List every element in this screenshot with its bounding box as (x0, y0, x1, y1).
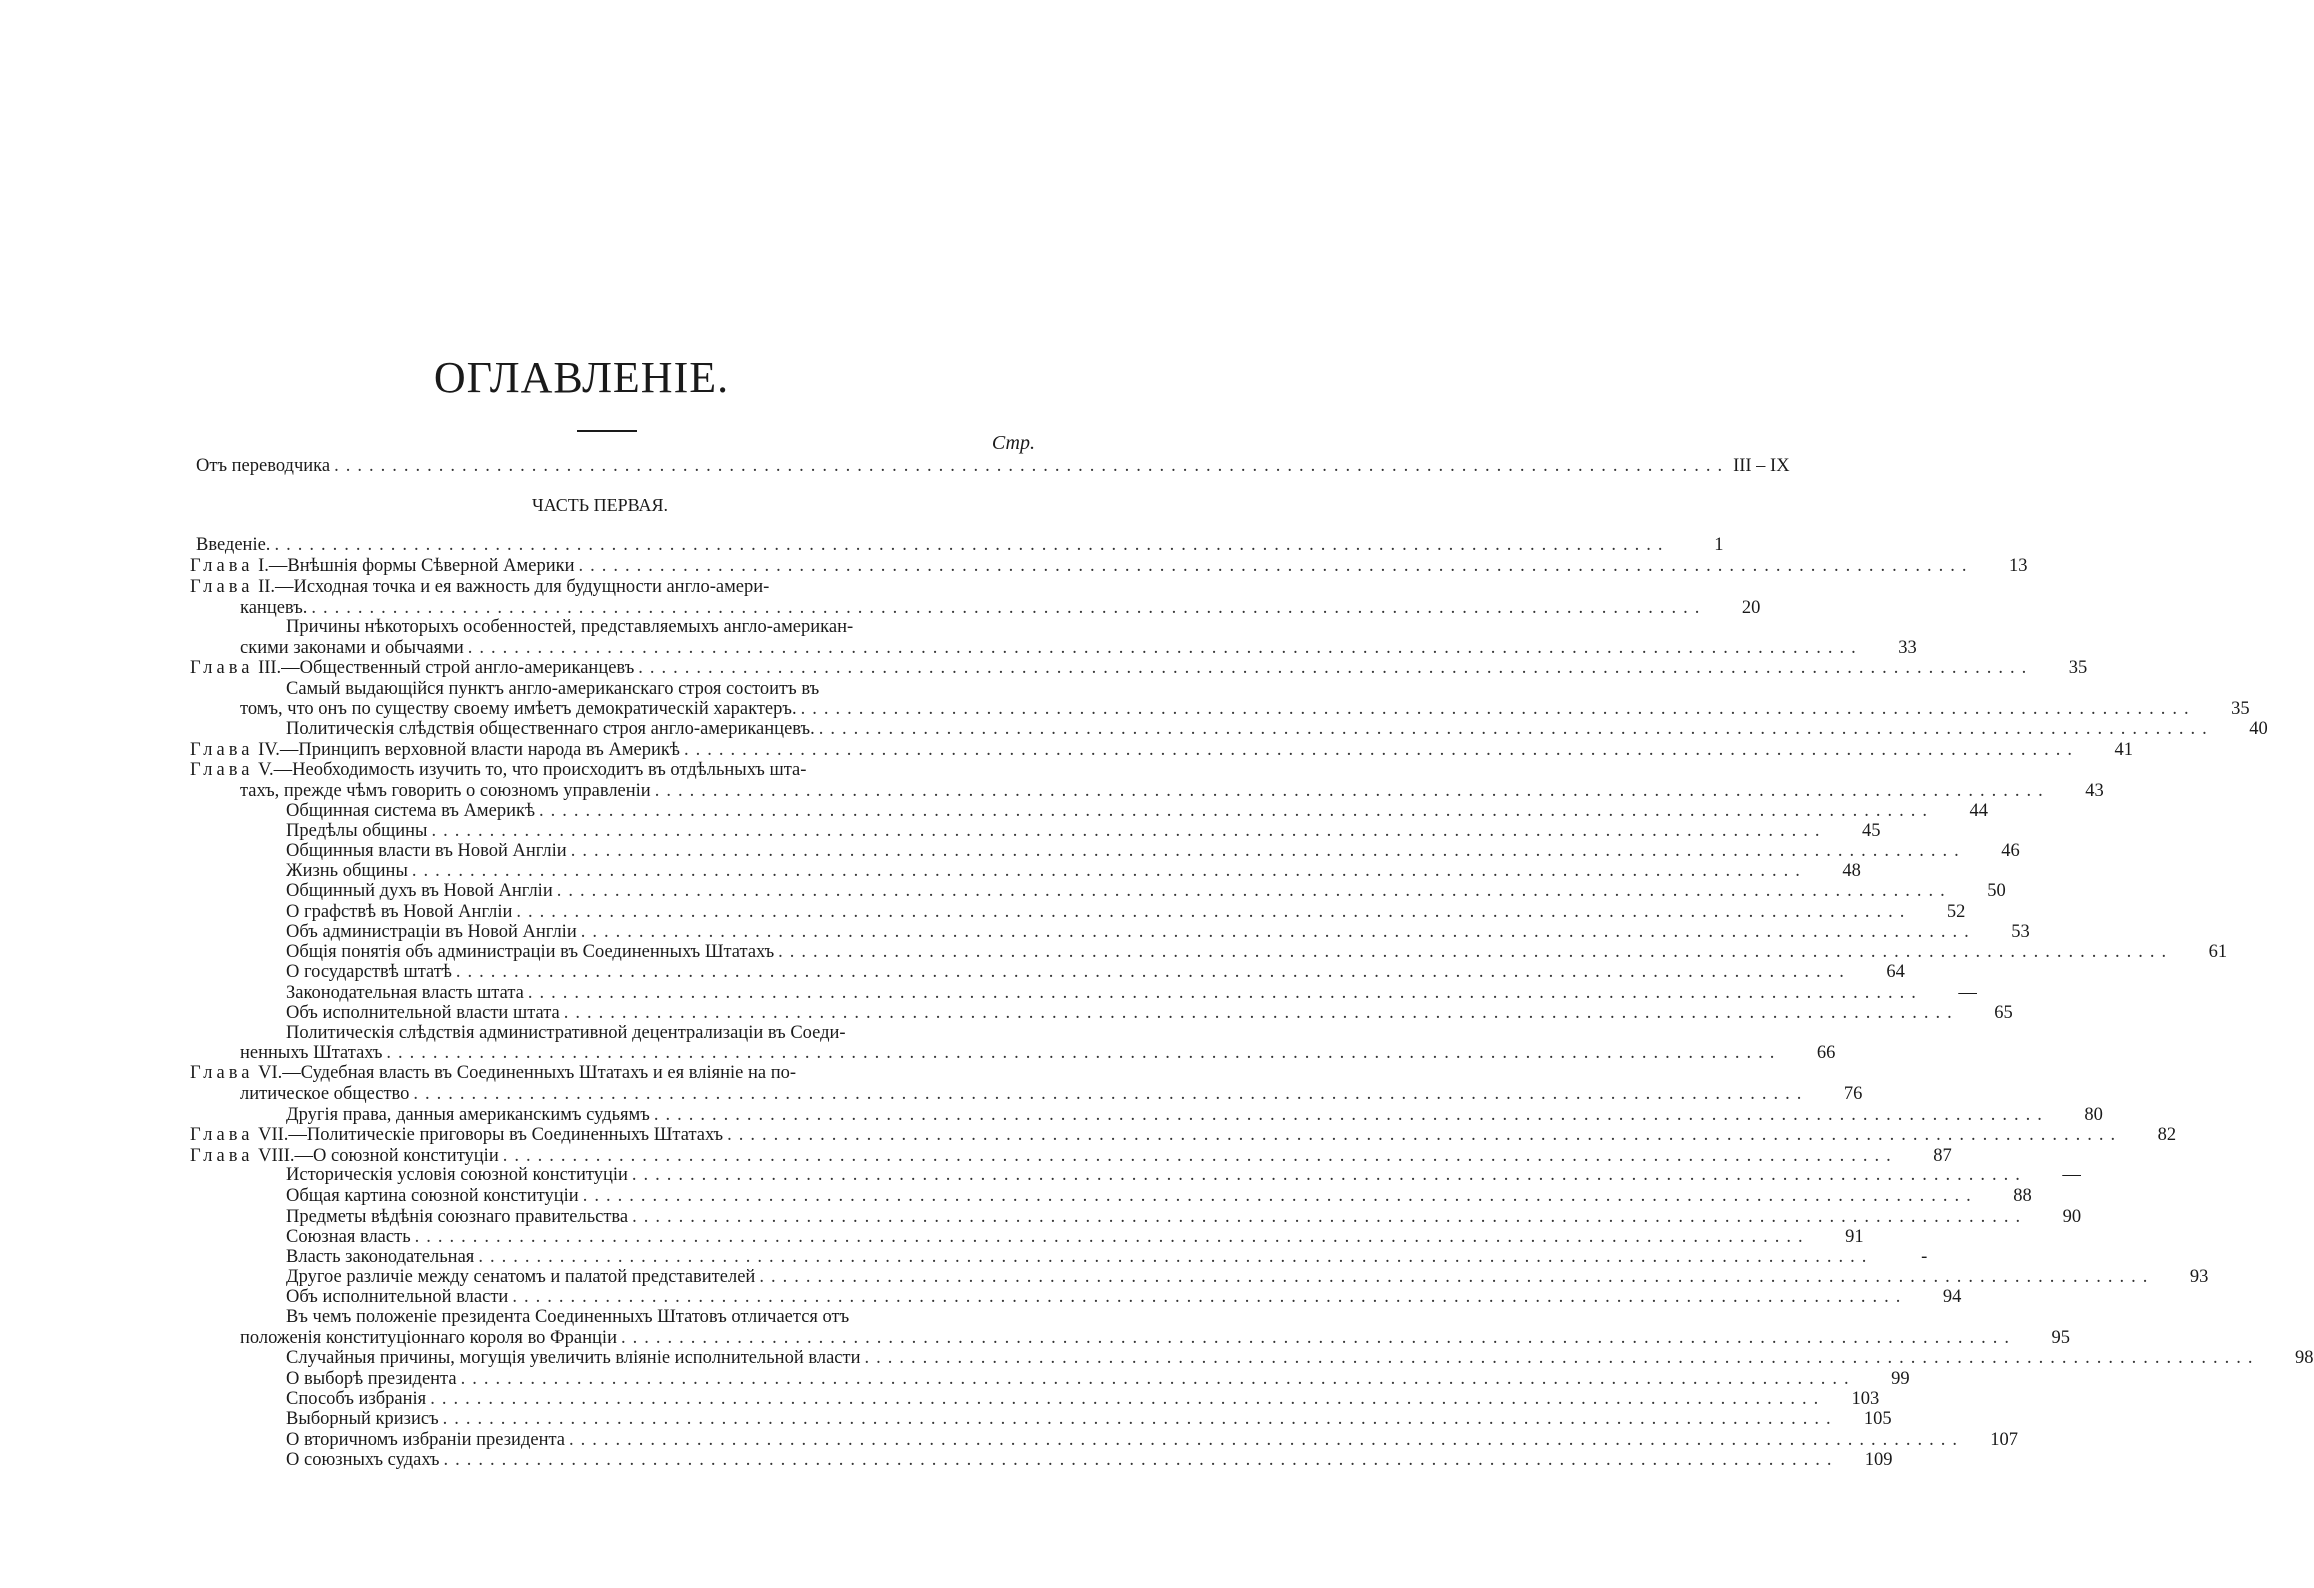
toc-entry (286, 1186, 2032, 1207)
toc-entry-page: 52 (1946, 902, 1966, 922)
toc-entry (286, 983, 1977, 1004)
toc-entry-label (286, 841, 567, 862)
toc-entry (286, 1369, 1910, 1390)
toc-entry (286, 1023, 1021, 1044)
toc-entry-page: 82 (2157, 1125, 2177, 1145)
toc-entry-text: тахъ, прежде чѣмъ говорить о союзномъ управленіи (240, 781, 651, 801)
toc-entry-page: 95 (2051, 1328, 2070, 1348)
page-title: ОГЛАВЛЕНІЕ. (433, 353, 730, 402)
toc-entry (286, 922, 2030, 943)
toc-entry-text: VII.—Политическіе приговоры въ Соединенныхъ Штатахъ (253, 1125, 724, 1145)
part-title: ЧАСТЬ ПЕРВАЯ. (531, 495, 669, 515)
dot-leader: ........................................................................................................................ (653, 1105, 2049, 1125)
toc-entry-text: Причины нѣкоторыхъ особенностей, представляемыхъ англо-американ- (286, 617, 854, 637)
toc-entry-text: Въ чемъ положеніе президента Соединенныхъ Штатовъ отличается отъ (286, 1307, 850, 1327)
toc-entry-page: 80 (2084, 1105, 2103, 1125)
toc-entry-label (240, 638, 464, 659)
toc-entry-page: 76 (1843, 1084, 1863, 1104)
toc-entry-text: канцевъ. (240, 598, 308, 618)
toc-entry-label (286, 1369, 457, 1390)
toc-entry-label (286, 1105, 650, 1126)
dot-leader: ........................................................................................................................ (431, 821, 1827, 841)
toc-entry-page: 53 (2011, 922, 2030, 942)
toc-entry (286, 1165, 2081, 1186)
toc-entry-label (240, 1084, 409, 1105)
toc-entry-label (286, 1186, 579, 1207)
toc-entry-label (286, 719, 815, 740)
toc-entry-text: ненныхъ Штатахъ (240, 1043, 383, 1063)
toc-entry-page: 66 (1816, 1043, 1836, 1063)
page-column-label: Стр. (991, 432, 1035, 454)
toc-entry-label (190, 740, 680, 761)
toc-entry-text: I.—Внѣшнія формы Сѣверной Америки (253, 556, 575, 576)
toc-entry (286, 902, 1966, 923)
toc-entry-page: 65 (1994, 1003, 2013, 1023)
toc-entry-label (196, 535, 270, 556)
dot-leader: ........................................................................................................................ (580, 922, 1976, 942)
toc-entry-text: Общинныя власти въ Новой Англіи (286, 841, 567, 861)
toc-entry-text: Общія понятія объ администраціи въ Соединенныхъ Штатахъ (286, 942, 775, 962)
toc-entry-label (286, 881, 553, 902)
dot-leader: ........................................................................................................................ (864, 1348, 2260, 1368)
toc-entry-page: 48 (1842, 861, 1861, 881)
toc-entry (190, 1125, 2177, 1146)
chapter-prefix: Глава (190, 1146, 254, 1166)
toc-entry-page: 45 (1861, 821, 1881, 841)
dot-leader: ........................................................................................................................ (620, 1328, 2016, 1348)
toc-entry-label (286, 801, 535, 822)
toc-entry-label (286, 1287, 508, 1308)
toc-entry-text: Политическія слѣдствія административной децентрализаціи въ Соеди- (286, 1023, 846, 1043)
toc-entry-label (286, 942, 774, 963)
toc-entry-page: 50 (1987, 881, 2006, 901)
toc-entry-text: Законодательная власть штата (286, 983, 524, 1003)
toc-entry-text: положенія конституціоннаго короля во Франціи (240, 1328, 617, 1348)
dot-leader: ........................................................................................................................ (512, 1287, 1908, 1307)
toc-entry (286, 1450, 1893, 1471)
toc-entry-label (190, 1063, 1021, 1084)
toc-entry-page: — (1958, 983, 1977, 1003)
toc-entry (190, 760, 1021, 781)
toc-entry-label (196, 456, 330, 477)
toc-entry (286, 841, 2020, 862)
toc-entry (286, 1348, 2314, 1369)
toc-entry-text: III.—Общественный строй англо-американцевъ (253, 658, 635, 678)
toc-entry-text: Политическія слѣдствія общественнаго строя англо-американцевъ. (286, 719, 815, 739)
chapter-prefix: Глава (190, 760, 254, 780)
toc-entry (286, 881, 2006, 902)
toc-entry (286, 1227, 1864, 1248)
dot-leader: ........................................................................................................................ (578, 556, 1974, 576)
toc-entry (240, 1043, 1836, 1064)
toc-entry-label (286, 617, 1021, 638)
toc-entry-label (240, 1043, 382, 1064)
toc-entry-text: V.—Необходимость изучить то, что происходитъ въ отдѣльныхъ шта- (253, 760, 807, 780)
toc-entry (190, 740, 2133, 761)
dot-leader: ........................................................................................................................ (274, 535, 1670, 555)
dot-leader: ........................................................................................................................ (516, 902, 1912, 922)
dot-leader: ........................................................................................................................ (638, 658, 2034, 678)
toc-entry-page: 41 (2114, 740, 2133, 760)
toc-entry-text: О государствѣ штатѣ (286, 962, 452, 982)
toc-entry-page: 46 (2001, 841, 2020, 861)
dot-leader: ........................................................................................................................ (556, 881, 1952, 901)
chapter-prefix: Глава (190, 658, 254, 678)
dot-leader: ........................................................................................................................ (778, 942, 2174, 962)
toc-entry-page: 1 (1714, 535, 1724, 555)
toc-entry-text: Другое различіе между сенатомъ и палатой представителей (286, 1267, 756, 1287)
dot-leader: ........................................................................................................................ (455, 962, 1851, 982)
dot-leader: ........................................................................................................................ (582, 1186, 1978, 1206)
toc-entry-text: Жизнь общины (286, 861, 408, 881)
dot-leader: ........................................................................................................................ (460, 1369, 1856, 1389)
toc-entry-page: 13 (2009, 556, 2028, 576)
toc-entry (196, 456, 1790, 477)
toc-entry (286, 1307, 1021, 1328)
dot-leader: ........................................................................................................................ (443, 1450, 1839, 1470)
toc-entry-page: III – IX (1733, 456, 1790, 476)
toc-entry (190, 556, 2028, 577)
toc-entry (286, 1247, 1928, 1268)
toc-entry (286, 1003, 2013, 1024)
toc-entry (286, 1389, 1880, 1410)
toc-entry-label (286, 962, 452, 983)
toc-entry (286, 1105, 2103, 1126)
toc-entry-text: VIII.—О союзной конституціи (253, 1146, 499, 1166)
toc-entry-label (286, 1450, 439, 1471)
toc-entry-label (190, 1125, 723, 1146)
dot-leader: ........................................................................................................................ (442, 1409, 1838, 1429)
toc-entry-label (286, 902, 512, 923)
toc-entry-label (286, 1165, 628, 1186)
chapter-prefix: Глава (190, 556, 254, 576)
toc-entry-text: II.—Исходная точка и ея важность для будущности англо-амери- (253, 577, 770, 597)
toc-entry (286, 679, 1021, 700)
toc-entry-text: Предѣлы общины (286, 821, 428, 841)
toc-entry-label (286, 1003, 560, 1024)
toc-entry-page: 43 (2085, 781, 2104, 801)
dot-leader: ........................................................................................................................ (800, 699, 2196, 719)
toc-entry-text: Другія права, данныя американскимъ судьямъ (286, 1105, 650, 1125)
toc-entry-page: 88 (2013, 1186, 2032, 1206)
toc-entry-label (286, 821, 427, 842)
toc-entry (190, 577, 1021, 598)
toc-entry (240, 638, 1917, 659)
toc-entry-label (286, 1409, 439, 1430)
dot-leader: ........................................................................................................................ (632, 1207, 2028, 1227)
dot-leader: ........................................................................................................................ (539, 801, 1935, 821)
toc-entry-page: 107 (1990, 1430, 2018, 1450)
toc-entry-text: IV.—Принципъ верховной власти народа въ Америкѣ (253, 740, 680, 760)
toc-entry-page: 93 (2189, 1267, 2209, 1287)
toc-entry-text: Выборный кризисъ (286, 1409, 439, 1429)
toc-entry-label (286, 1307, 1021, 1328)
dot-leader: ........................................................................................................................ (727, 1125, 2123, 1145)
toc-entry-label (190, 556, 575, 577)
toc-entry-label (286, 1389, 426, 1410)
dot-leader: ........................................................................................................................ (411, 861, 1807, 881)
toc-entry-page: 98 (2295, 1348, 2314, 1368)
toc-entry-label (286, 861, 408, 882)
toc-entry-page: 103 (1851, 1389, 1880, 1409)
toc-entry (240, 1328, 2070, 1349)
toc-entry-text: Объ исполнительной власти штата (286, 1003, 560, 1023)
dot-leader: ........................................................................................................................ (759, 1267, 2155, 1287)
toc-entry-text: Объ администраціи въ Новой Англіи (286, 922, 577, 942)
chapter-prefix: Глава (190, 740, 254, 760)
toc-entry (196, 535, 1724, 556)
toc-entry-text: Способъ избранія (286, 1389, 427, 1409)
toc-entry-text: Общая картина союзной конституціи (286, 1186, 579, 1206)
toc-entry (286, 821, 1881, 842)
toc-entry-text: VI.—Судебная власть въ Соединенныхъ Штатахъ и ея вліяніе на по- (253, 1063, 797, 1083)
dot-leader: ........................................................................................................................ (413, 1084, 1809, 1104)
toc-entry-page: 105 (1863, 1409, 1892, 1429)
toc-entry-page: 35 (2231, 699, 2250, 719)
dot-leader: ........................................................................................................................ (631, 1165, 2027, 1185)
toc-entry-label (286, 1227, 411, 1248)
toc-entry-page: 61 (2208, 942, 2228, 962)
toc-entry-text: Историческія условія союзной конституціи (286, 1165, 628, 1185)
toc-entry-page: — (2062, 1165, 2081, 1185)
chapter-prefix: Глава (190, 1063, 254, 1083)
toc-entry-label (240, 781, 651, 802)
toc-entry-text: Общинная система въ Америкѣ (286, 801, 536, 821)
chapter-prefix: Глава (190, 1125, 254, 1145)
toc-entry (286, 962, 1905, 983)
toc-entry-label (286, 1348, 861, 1369)
toc-entry-label (286, 922, 577, 943)
toc-entry-label (240, 699, 797, 720)
toc-entry-label (190, 658, 634, 679)
toc-entry-text: Случайныя причины, могущія увеличить вліяніе исполнительной власти (286, 1348, 861, 1368)
dot-leader: ........................................................................................................................ (654, 781, 2050, 801)
toc-entry (190, 1146, 1952, 1167)
toc-entry (286, 1409, 1892, 1430)
toc-entry (286, 719, 2268, 740)
dot-leader: ........................................................................................................................ (527, 983, 1923, 1003)
toc-entry-text: скими законами и обычаями (240, 638, 464, 658)
dot-leader: ........................................................................................................................ (683, 740, 2079, 760)
toc-entry-text: Самый выдающійся пунктъ англо-американскаго строя состоитъ въ (286, 679, 820, 699)
toc-entry (240, 1084, 1863, 1105)
toc-entry-page: 33 (1898, 638, 1917, 658)
toc-entry (190, 1063, 1021, 1084)
toc-entry (286, 942, 2228, 963)
toc-entry-page: 44 (1969, 801, 1989, 821)
toc-entry-text: томъ, что онъ по существу своему имѣетъ демократическій характеръ. (240, 699, 797, 719)
toc-entry-page: 109 (1864, 1450, 1893, 1470)
dot-leader: ........................................................................................................................ (569, 1430, 1964, 1450)
toc-entry-label (240, 1328, 617, 1349)
dot-leader: ........................................................................................................................ (502, 1146, 1898, 1166)
toc-entry-text: Общинный духъ въ Новой Англіи (286, 881, 553, 901)
toc-entry-text: Власть законодательная (286, 1247, 475, 1267)
toc-entry (190, 658, 2088, 679)
toc-entry (286, 1207, 2082, 1228)
toc-entry-text: Введеніе. (196, 535, 271, 555)
toc-entry-text: литическое общество (240, 1084, 410, 1104)
toc-entry-page: 35 (2068, 658, 2088, 678)
toc-entry-text: Отъ переводчика (196, 456, 331, 476)
toc-entry-page: 94 (1942, 1287, 1962, 1307)
toc-entry-text: О графствѣ въ Новой Англіи (286, 902, 513, 922)
toc-entry-text: О союзныхъ судахъ (286, 1450, 440, 1470)
toc-entry-label (240, 598, 307, 619)
toc-entry-page: 64 (1886, 962, 1905, 982)
toc-entry-label (286, 1207, 628, 1228)
toc-entry (240, 598, 1761, 619)
dot-leader: ........................................................................................................................ (818, 719, 2214, 739)
toc-entry-label (190, 1146, 499, 1167)
toc-entry (286, 617, 1021, 638)
toc-entry (286, 861, 1861, 882)
title-divider (577, 430, 637, 432)
toc-entry-label (190, 760, 1021, 781)
dot-leader: ........................................................................................................................ (334, 456, 1730, 476)
toc-entry-page: 99 (1891, 1369, 1910, 1389)
dot-leader: ........................................................................................................................ (311, 598, 1707, 618)
toc-entry (240, 781, 2104, 802)
dot-leader: ........................................................................................................................ (478, 1247, 1874, 1267)
toc-entry-text: О выборѣ президента (286, 1369, 457, 1389)
toc-entry-label (286, 1430, 565, 1451)
toc-entry (286, 1287, 1962, 1308)
toc-entry-page: 91 (1845, 1227, 1864, 1247)
toc-entry-label (286, 1247, 474, 1268)
toc-entry-label (190, 577, 1021, 598)
toc-entry-page: - (1921, 1247, 1928, 1267)
toc-entry (286, 1267, 2209, 1288)
toc-entry-page: 87 (1933, 1146, 1952, 1166)
toc-entry-label (286, 679, 1021, 700)
toc-entry-page: 90 (2062, 1207, 2082, 1227)
toc-entry-label (286, 1023, 1021, 1044)
dot-leader: ........................................................................................................................ (414, 1227, 1810, 1247)
toc-entry-text: О вторичномъ избраніи президента (286, 1430, 565, 1450)
toc-entry (286, 801, 1989, 822)
toc-entry-text: Предметы вѣдѣнія союзнаго правительства (286, 1207, 629, 1227)
dot-leader: ........................................................................................................................ (430, 1389, 1826, 1409)
dot-leader: ........................................................................................................................ (386, 1043, 1782, 1063)
toc-entry (286, 1430, 2018, 1451)
chapter-prefix: Глава (190, 577, 254, 597)
toc-entry-label (286, 983, 524, 1004)
dot-leader: ........................................................................................................................ (467, 638, 1863, 658)
toc-entry-text: Объ исполнительной власти (286, 1287, 509, 1307)
toc-entry (240, 699, 2250, 720)
toc-entry-page: 40 (2249, 719, 2268, 739)
toc-entry-label (286, 1267, 755, 1288)
dot-leader: ........................................................................................................................ (570, 841, 1966, 861)
toc-entry-text: Союзная власть (286, 1227, 411, 1247)
toc-entry-page: 20 (1741, 598, 1761, 618)
dot-leader: ........................................................................................................................ (563, 1003, 1959, 1023)
